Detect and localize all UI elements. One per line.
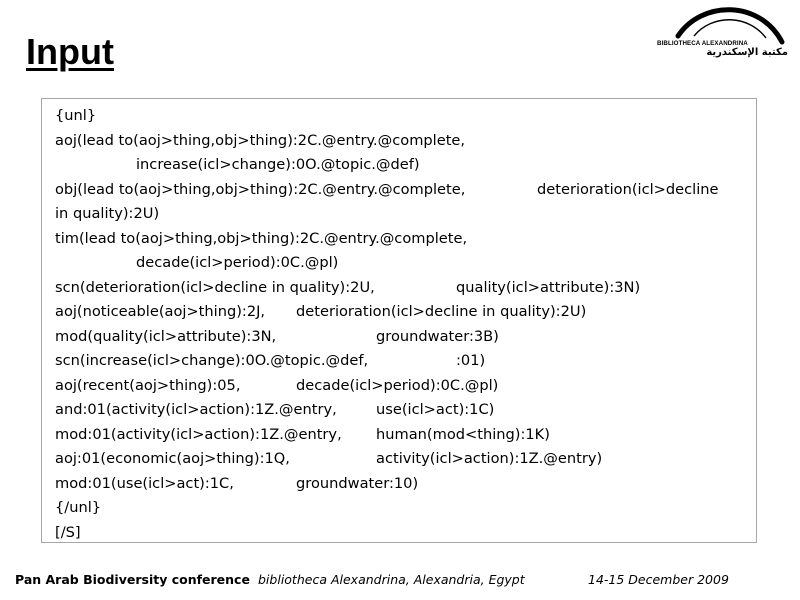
unl-text: mod(quality(icl>attribute):3N,: [55, 327, 277, 345]
unl-line: [55, 202, 750, 227]
unl-text: decade(icl>period):0C.@pl): [296, 376, 499, 394]
unl-line: [55, 153, 750, 178]
unl-text: deterioration(icl>decline: [537, 180, 719, 198]
unl-line: [55, 300, 750, 325]
unl-text: [/S]: [55, 523, 81, 541]
unl-text: aoj(recent(aoj>thing):05,: [55, 376, 241, 394]
unl-text: aoj(lead to(aoj>thing,obj>thing):2C.@entry.@complete,: [55, 131, 466, 149]
unl-text: obj(lead to(aoj>thing,obj>thing):2C.@entry.@complete,: [55, 180, 466, 198]
unl-text: activity(icl>action):1Z.@entry): [376, 450, 603, 467]
unl-line: [55, 521, 750, 546]
unl-line: [55, 276, 750, 301]
unl-line: [55, 104, 750, 129]
unl-line: [55, 472, 750, 497]
unl-text: aoj:01(economic(aoj>thing):1Q,: [55, 450, 290, 467]
unl-text: mod:01(activity(icl>action):1Z.@entry,: [55, 425, 342, 443]
unl-text: scn(deterioration(icl>decline in quality):2U,: [55, 278, 375, 296]
footer-place: bibliotheca Alexandrina, Alexandria, Egypt: [258, 572, 525, 587]
unl-text: decade(icl>period):0C.@pl): [136, 254, 339, 271]
unl-line: [55, 129, 750, 154]
unl-line: [55, 325, 750, 350]
unl-text: groundwater:3B): [376, 327, 499, 345]
unl-text: deterioration(icl>decline in quality):2U): [296, 303, 587, 320]
unl-line: [55, 447, 750, 472]
slide-title: Input: [26, 31, 114, 72]
logo-name-arabic: مكتبة الإسكندرية: [706, 47, 788, 58]
unl-code-box: [41, 98, 757, 543]
unl-text: increase(icl>change):0O.@topic.@def): [136, 156, 420, 173]
unl-text: use(icl>act):1C): [376, 401, 495, 418]
unl-line: [55, 496, 750, 521]
unl-text: scn(increase(icl>change):0O.@topic.@def,: [55, 352, 369, 369]
unl-text: {unl}: [55, 107, 97, 124]
footer-date: 14-15 December 2009: [588, 572, 729, 587]
unl-text: quality(icl>attribute):3N): [456, 278, 641, 296]
unl-line: [55, 349, 750, 374]
unl-text: {/unl}: [55, 499, 102, 516]
unl-text: aoj(noticeable(aoj>thing):2J,: [55, 303, 266, 320]
unl-text: and:01(activity(icl>action):1Z.@entry,: [55, 401, 337, 418]
bibliotheca-alexandrina-logo: [650, 2, 800, 66]
footer-conference: Pan Arab Biodiversity conference: [15, 572, 250, 587]
unl-line: [55, 227, 750, 252]
unl-text: in quality):2U): [55, 205, 160, 222]
unl-line: [55, 178, 750, 203]
unl-line: [55, 251, 750, 276]
unl-line: [55, 374, 750, 399]
logo-name-english: BIBLIOTHECA ALEXANDRINA: [657, 40, 748, 47]
unl-line: [55, 423, 750, 448]
unl-text: mod:01(use(icl>act):1C,: [55, 474, 234, 492]
unl-text: :01): [456, 352, 486, 369]
unl-text: tim(lead to(aoj>thing,obj>thing):2C.@entry.@complete,: [55, 229, 468, 247]
unl-text: human(mod<thing):1K): [376, 425, 550, 443]
unl-text: groundwater:10): [296, 474, 419, 492]
unl-line: [55, 398, 750, 423]
